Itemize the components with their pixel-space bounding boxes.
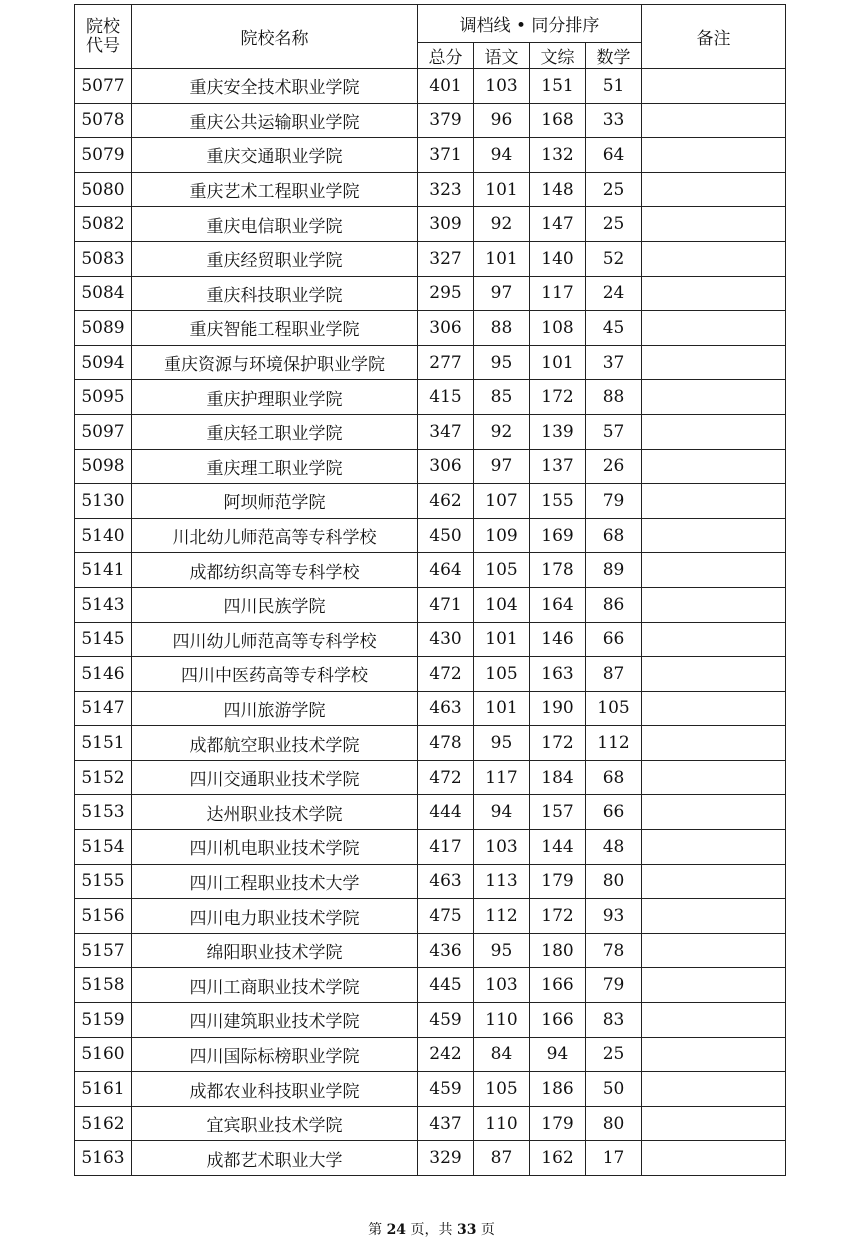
- chinese-score-cell: 97: [474, 449, 530, 484]
- wenzong-score-cell: 146: [530, 622, 586, 657]
- wenzong-score-cell: 162: [530, 1141, 586, 1176]
- math-score-cell: 50: [586, 1072, 642, 1107]
- chinese-score-cell: 103: [474, 69, 530, 104]
- school-name-cell: 重庆资源与环境保护职业学院: [132, 345, 418, 380]
- total-score-cell: 242: [418, 1037, 474, 1072]
- school-name-cell: 达州职业技术学院: [132, 795, 418, 830]
- total-score-cell: 371: [418, 138, 474, 173]
- total-score-cell: 472: [418, 657, 474, 692]
- note-cell: [642, 760, 786, 795]
- math-score-cell: 79: [586, 484, 642, 519]
- code-cell: 5161: [75, 1072, 132, 1107]
- school-name-cell: 重庆护理职业学院: [132, 380, 418, 415]
- school-name-cell: 重庆安全技术职业学院: [132, 69, 418, 104]
- school-name-cell: 四川电力职业技术学院: [132, 899, 418, 934]
- math-score-cell: 51: [586, 69, 642, 104]
- school-name-cell: 四川工程职业技术大学: [132, 864, 418, 899]
- wenzong-score-cell: 172: [530, 380, 586, 415]
- note-cell: [642, 103, 786, 138]
- wenzong-score-cell: 101: [530, 345, 586, 380]
- chinese-score-cell: 107: [474, 484, 530, 519]
- code-cell: 5153: [75, 795, 132, 830]
- table-row: [75, 380, 786, 415]
- wenzong-score-cell: 148: [530, 172, 586, 207]
- code-cell: 5159: [75, 1003, 132, 1038]
- note-cell: [642, 1106, 786, 1141]
- chinese-score-cell: 110: [474, 1003, 530, 1038]
- wenzong-score-cell: 117: [530, 276, 586, 311]
- math-score-cell: 26: [586, 449, 642, 484]
- school-name-cell: 四川中医药高等专科学校: [132, 657, 418, 692]
- math-score-cell: 93: [586, 899, 642, 934]
- table-row: [75, 345, 786, 380]
- wenzong-score-cell: 147: [530, 207, 586, 242]
- school-name-cell: 成都航空职业技术学院: [132, 726, 418, 761]
- header-name: 院校名称: [132, 5, 418, 69]
- note-cell: [642, 484, 786, 519]
- table-header: [75, 5, 786, 69]
- wenzong-score-cell: 172: [530, 899, 586, 934]
- code-cell: 5130: [75, 484, 132, 519]
- note-cell: [642, 968, 786, 1003]
- chinese-score-cell: 113: [474, 864, 530, 899]
- total-score-cell: 463: [418, 691, 474, 726]
- school-name-cell: 川北幼儿师范高等专科学校: [132, 518, 418, 553]
- math-score-cell: 25: [586, 207, 642, 242]
- school-name-cell: 阿坝师范学院: [132, 484, 418, 519]
- code-cell: 5089: [75, 311, 132, 346]
- code-cell: 5078: [75, 103, 132, 138]
- total-score-cell: 430: [418, 622, 474, 657]
- wenzong-score-cell: 190: [530, 691, 586, 726]
- note-cell: [642, 1037, 786, 1072]
- wenzong-score-cell: 186: [530, 1072, 586, 1107]
- note-cell: [642, 657, 786, 692]
- total-score-cell: 329: [418, 1141, 474, 1176]
- code-cell: 5098: [75, 449, 132, 484]
- school-name-cell: 四川交通职业技术学院: [132, 760, 418, 795]
- chinese-score-cell: 94: [474, 795, 530, 830]
- school-name-cell: 四川旅游学院: [132, 691, 418, 726]
- code-cell: 5082: [75, 207, 132, 242]
- table-row: [75, 691, 786, 726]
- table-row: [75, 414, 786, 449]
- school-name-cell: 重庆科技职业学院: [132, 276, 418, 311]
- chinese-score-cell: 87: [474, 1141, 530, 1176]
- header-math: 数学: [586, 43, 642, 69]
- math-score-cell: 68: [586, 760, 642, 795]
- code-cell: 5079: [75, 138, 132, 173]
- note-cell: [642, 864, 786, 899]
- table-row: [75, 1003, 786, 1038]
- chinese-score-cell: 95: [474, 345, 530, 380]
- wenzong-score-cell: 94: [530, 1037, 586, 1072]
- total-score-cell: 277: [418, 345, 474, 380]
- note-cell: [642, 518, 786, 553]
- chinese-score-cell: 97: [474, 276, 530, 311]
- table-row: [75, 311, 786, 346]
- table-row: [75, 241, 786, 276]
- note-cell: [642, 311, 786, 346]
- wenzong-score-cell: 180: [530, 933, 586, 968]
- note-cell: [642, 276, 786, 311]
- table-row: [75, 484, 786, 519]
- wenzong-score-cell: 168: [530, 103, 586, 138]
- code-cell: 5080: [75, 172, 132, 207]
- total-score-cell: 323: [418, 172, 474, 207]
- total-score-cell: 450: [418, 518, 474, 553]
- math-score-cell: 66: [586, 795, 642, 830]
- chinese-score-cell: 84: [474, 1037, 530, 1072]
- school-name-cell: 重庆理工职业学院: [132, 449, 418, 484]
- code-cell: 5147: [75, 691, 132, 726]
- chinese-score-cell: 105: [474, 1072, 530, 1107]
- note-cell: [642, 449, 786, 484]
- wenzong-score-cell: 172: [530, 726, 586, 761]
- school-name-cell: 成都纺织高等专科学校: [132, 553, 418, 588]
- wenzong-score-cell: 155: [530, 484, 586, 519]
- total-score-cell: 306: [418, 449, 474, 484]
- code-cell: 5084: [75, 276, 132, 311]
- table-row: [75, 276, 786, 311]
- total-score-cell: 347: [418, 414, 474, 449]
- code-cell: 5155: [75, 864, 132, 899]
- chinese-score-cell: 112: [474, 899, 530, 934]
- total-score-cell: 475: [418, 899, 474, 934]
- chinese-score-cell: 101: [474, 172, 530, 207]
- table-row: [75, 1106, 786, 1141]
- math-score-cell: 89: [586, 553, 642, 588]
- math-score-cell: 45: [586, 311, 642, 346]
- school-name-cell: 成都艺术职业大学: [132, 1141, 418, 1176]
- math-score-cell: 48: [586, 830, 642, 865]
- total-score-cell: 463: [418, 864, 474, 899]
- header-code: 院校 代号: [75, 5, 132, 69]
- admission-table: [74, 4, 786, 1176]
- math-score-cell: 78: [586, 933, 642, 968]
- wenzong-score-cell: 184: [530, 760, 586, 795]
- total-score-cell: 472: [418, 760, 474, 795]
- chinese-score-cell: 105: [474, 657, 530, 692]
- total-score-cell: 471: [418, 587, 474, 622]
- code-cell: 5146: [75, 657, 132, 692]
- note-cell: [642, 553, 786, 588]
- note-cell: [642, 622, 786, 657]
- page-total: 33: [456, 1222, 477, 1238]
- code-cell: 5156: [75, 899, 132, 934]
- wenzong-score-cell: 137: [530, 449, 586, 484]
- total-score-cell: 306: [418, 311, 474, 346]
- note-cell: [642, 1003, 786, 1038]
- table-row: [75, 553, 786, 588]
- chinese-score-cell: 103: [474, 968, 530, 1003]
- wenzong-score-cell: 179: [530, 1106, 586, 1141]
- code-cell: 5157: [75, 933, 132, 968]
- chinese-score-cell: 95: [474, 726, 530, 761]
- wenzong-score-cell: 166: [530, 1003, 586, 1038]
- math-score-cell: 66: [586, 622, 642, 657]
- table-row: [75, 864, 786, 899]
- wenzong-score-cell: 132: [530, 138, 586, 173]
- note-cell: [642, 138, 786, 173]
- chinese-score-cell: 94: [474, 138, 530, 173]
- school-name-cell: 成都农业科技职业学院: [132, 1072, 418, 1107]
- total-score-cell: 401: [418, 69, 474, 104]
- school-name-cell: 绵阳职业技术学院: [132, 933, 418, 968]
- code-cell: 5095: [75, 380, 132, 415]
- note-cell: [642, 899, 786, 934]
- table-row: [75, 899, 786, 934]
- math-score-cell: 52: [586, 241, 642, 276]
- note-cell: [642, 207, 786, 242]
- chinese-score-cell: 103: [474, 830, 530, 865]
- math-score-cell: 25: [586, 1037, 642, 1072]
- chinese-score-cell: 92: [474, 207, 530, 242]
- wenzong-score-cell: 179: [530, 864, 586, 899]
- math-score-cell: 105: [586, 691, 642, 726]
- page-footer: 第 24 页，共 33 页: [368, 1222, 495, 1238]
- note-cell: [642, 1072, 786, 1107]
- math-score-cell: 79: [586, 968, 642, 1003]
- note-cell: [642, 830, 786, 865]
- header-note: 备注: [642, 5, 786, 69]
- table-row: [75, 172, 786, 207]
- chinese-score-cell: 95: [474, 933, 530, 968]
- school-name-cell: 四川民族学院: [132, 587, 418, 622]
- wenzong-score-cell: 140: [530, 241, 586, 276]
- table-row: [75, 1037, 786, 1072]
- total-score-cell: 436: [418, 933, 474, 968]
- header-chinese: 语文: [474, 43, 530, 69]
- wenzong-score-cell: 151: [530, 69, 586, 104]
- code-cell: 5162: [75, 1106, 132, 1141]
- wenzong-score-cell: 178: [530, 553, 586, 588]
- note-cell: [642, 691, 786, 726]
- math-score-cell: 88: [586, 380, 642, 415]
- code-cell: 5151: [75, 726, 132, 761]
- chinese-score-cell: 101: [474, 622, 530, 657]
- note-cell: [642, 414, 786, 449]
- chinese-score-cell: 105: [474, 553, 530, 588]
- school-name-cell: 重庆艺术工程职业学院: [132, 172, 418, 207]
- total-score-cell: 379: [418, 103, 474, 138]
- school-name-cell: 四川工商职业技术学院: [132, 968, 418, 1003]
- math-score-cell: 86: [586, 587, 642, 622]
- math-score-cell: 64: [586, 138, 642, 173]
- total-score-cell: 417: [418, 830, 474, 865]
- table-row: [75, 760, 786, 795]
- total-score-cell: 459: [418, 1072, 474, 1107]
- table-row: [75, 726, 786, 761]
- math-score-cell: 68: [586, 518, 642, 553]
- math-score-cell: 37: [586, 345, 642, 380]
- math-score-cell: 83: [586, 1003, 642, 1038]
- school-name-cell: 四川国际标榜职业学院: [132, 1037, 418, 1072]
- school-name-cell: 四川建筑职业技术学院: [132, 1003, 418, 1038]
- table-row: [75, 1072, 786, 1107]
- header-wenzong: 文综: [530, 43, 586, 69]
- math-score-cell: 80: [586, 1106, 642, 1141]
- table-row: [75, 830, 786, 865]
- math-score-cell: 57: [586, 414, 642, 449]
- wenzong-score-cell: 108: [530, 311, 586, 346]
- code-cell: 5097: [75, 414, 132, 449]
- math-score-cell: 17: [586, 1141, 642, 1176]
- total-score-cell: 309: [418, 207, 474, 242]
- school-name-cell: 重庆经贸职业学院: [132, 241, 418, 276]
- school-name-cell: 重庆智能工程职业学院: [132, 311, 418, 346]
- code-cell: 5141: [75, 553, 132, 588]
- total-score-cell: 464: [418, 553, 474, 588]
- math-score-cell: 24: [586, 276, 642, 311]
- note-cell: [642, 933, 786, 968]
- chinese-score-cell: 110: [474, 1106, 530, 1141]
- math-score-cell: 112: [586, 726, 642, 761]
- code-cell: 5140: [75, 518, 132, 553]
- math-score-cell: 87: [586, 657, 642, 692]
- math-score-cell: 80: [586, 864, 642, 899]
- code-cell: 5145: [75, 622, 132, 657]
- note-cell: [642, 726, 786, 761]
- table-row: [75, 933, 786, 968]
- code-cell: 5083: [75, 241, 132, 276]
- table-row: [75, 69, 786, 104]
- wenzong-score-cell: 144: [530, 830, 586, 865]
- table-row: [75, 449, 786, 484]
- chinese-score-cell: 88: [474, 311, 530, 346]
- total-score-cell: 462: [418, 484, 474, 519]
- school-name-cell: 重庆电信职业学院: [132, 207, 418, 242]
- code-cell: 5154: [75, 830, 132, 865]
- chinese-score-cell: 109: [474, 518, 530, 553]
- math-score-cell: 33: [586, 103, 642, 138]
- table-row: [75, 587, 786, 622]
- note-cell: [642, 172, 786, 207]
- total-score-cell: 444: [418, 795, 474, 830]
- table-row: [75, 657, 786, 692]
- chinese-score-cell: 104: [474, 587, 530, 622]
- table-row: [75, 1141, 786, 1176]
- school-name-cell: 宜宾职业技术学院: [132, 1106, 418, 1141]
- table-body: [75, 69, 786, 1176]
- wenzong-score-cell: 139: [530, 414, 586, 449]
- code-cell: 5094: [75, 345, 132, 380]
- code-cell: 5152: [75, 760, 132, 795]
- note-cell: [642, 345, 786, 380]
- note-cell: [642, 587, 786, 622]
- school-name-cell: 重庆公共运输职业学院: [132, 103, 418, 138]
- school-name-cell: 重庆交通职业学院: [132, 138, 418, 173]
- note-cell: [642, 69, 786, 104]
- header-total: 总分: [418, 43, 474, 69]
- wenzong-score-cell: 164: [530, 587, 586, 622]
- code-cell: 5077: [75, 69, 132, 104]
- chinese-score-cell: 101: [474, 691, 530, 726]
- table-row: [75, 968, 786, 1003]
- wenzong-score-cell: 163: [530, 657, 586, 692]
- chinese-score-cell: 101: [474, 241, 530, 276]
- chinese-score-cell: 117: [474, 760, 530, 795]
- total-score-cell: 415: [418, 380, 474, 415]
- page-number: 24: [386, 1222, 407, 1238]
- school-name-cell: 重庆轻工职业学院: [132, 414, 418, 449]
- note-cell: [642, 795, 786, 830]
- table-row: [75, 138, 786, 173]
- table-row: [75, 518, 786, 553]
- chinese-score-cell: 85: [474, 380, 530, 415]
- table-row: [75, 622, 786, 657]
- chinese-score-cell: 92: [474, 414, 530, 449]
- note-cell: [642, 1141, 786, 1176]
- table-row: [75, 103, 786, 138]
- school-name-cell: 四川机电职业技术学院: [132, 830, 418, 865]
- wenzong-score-cell: 169: [530, 518, 586, 553]
- code-cell: 5143: [75, 587, 132, 622]
- wenzong-score-cell: 166: [530, 968, 586, 1003]
- total-score-cell: 327: [418, 241, 474, 276]
- code-cell: 5160: [75, 1037, 132, 1072]
- code-cell: 5158: [75, 968, 132, 1003]
- total-score-cell: 437: [418, 1106, 474, 1141]
- total-score-cell: 445: [418, 968, 474, 1003]
- math-score-cell: 25: [586, 172, 642, 207]
- total-score-cell: 295: [418, 276, 474, 311]
- total-score-cell: 478: [418, 726, 474, 761]
- chinese-score-cell: 96: [474, 103, 530, 138]
- wenzong-score-cell: 157: [530, 795, 586, 830]
- note-cell: [642, 380, 786, 415]
- note-cell: [642, 241, 786, 276]
- total-score-cell: 459: [418, 1003, 474, 1038]
- table-row: [75, 795, 786, 830]
- header-group: 调档线 • 同分排序: [418, 5, 642, 43]
- school-name-cell: 四川幼儿师范高等专科学校: [132, 622, 418, 657]
- table-row: [75, 207, 786, 242]
- code-cell: 5163: [75, 1141, 132, 1176]
